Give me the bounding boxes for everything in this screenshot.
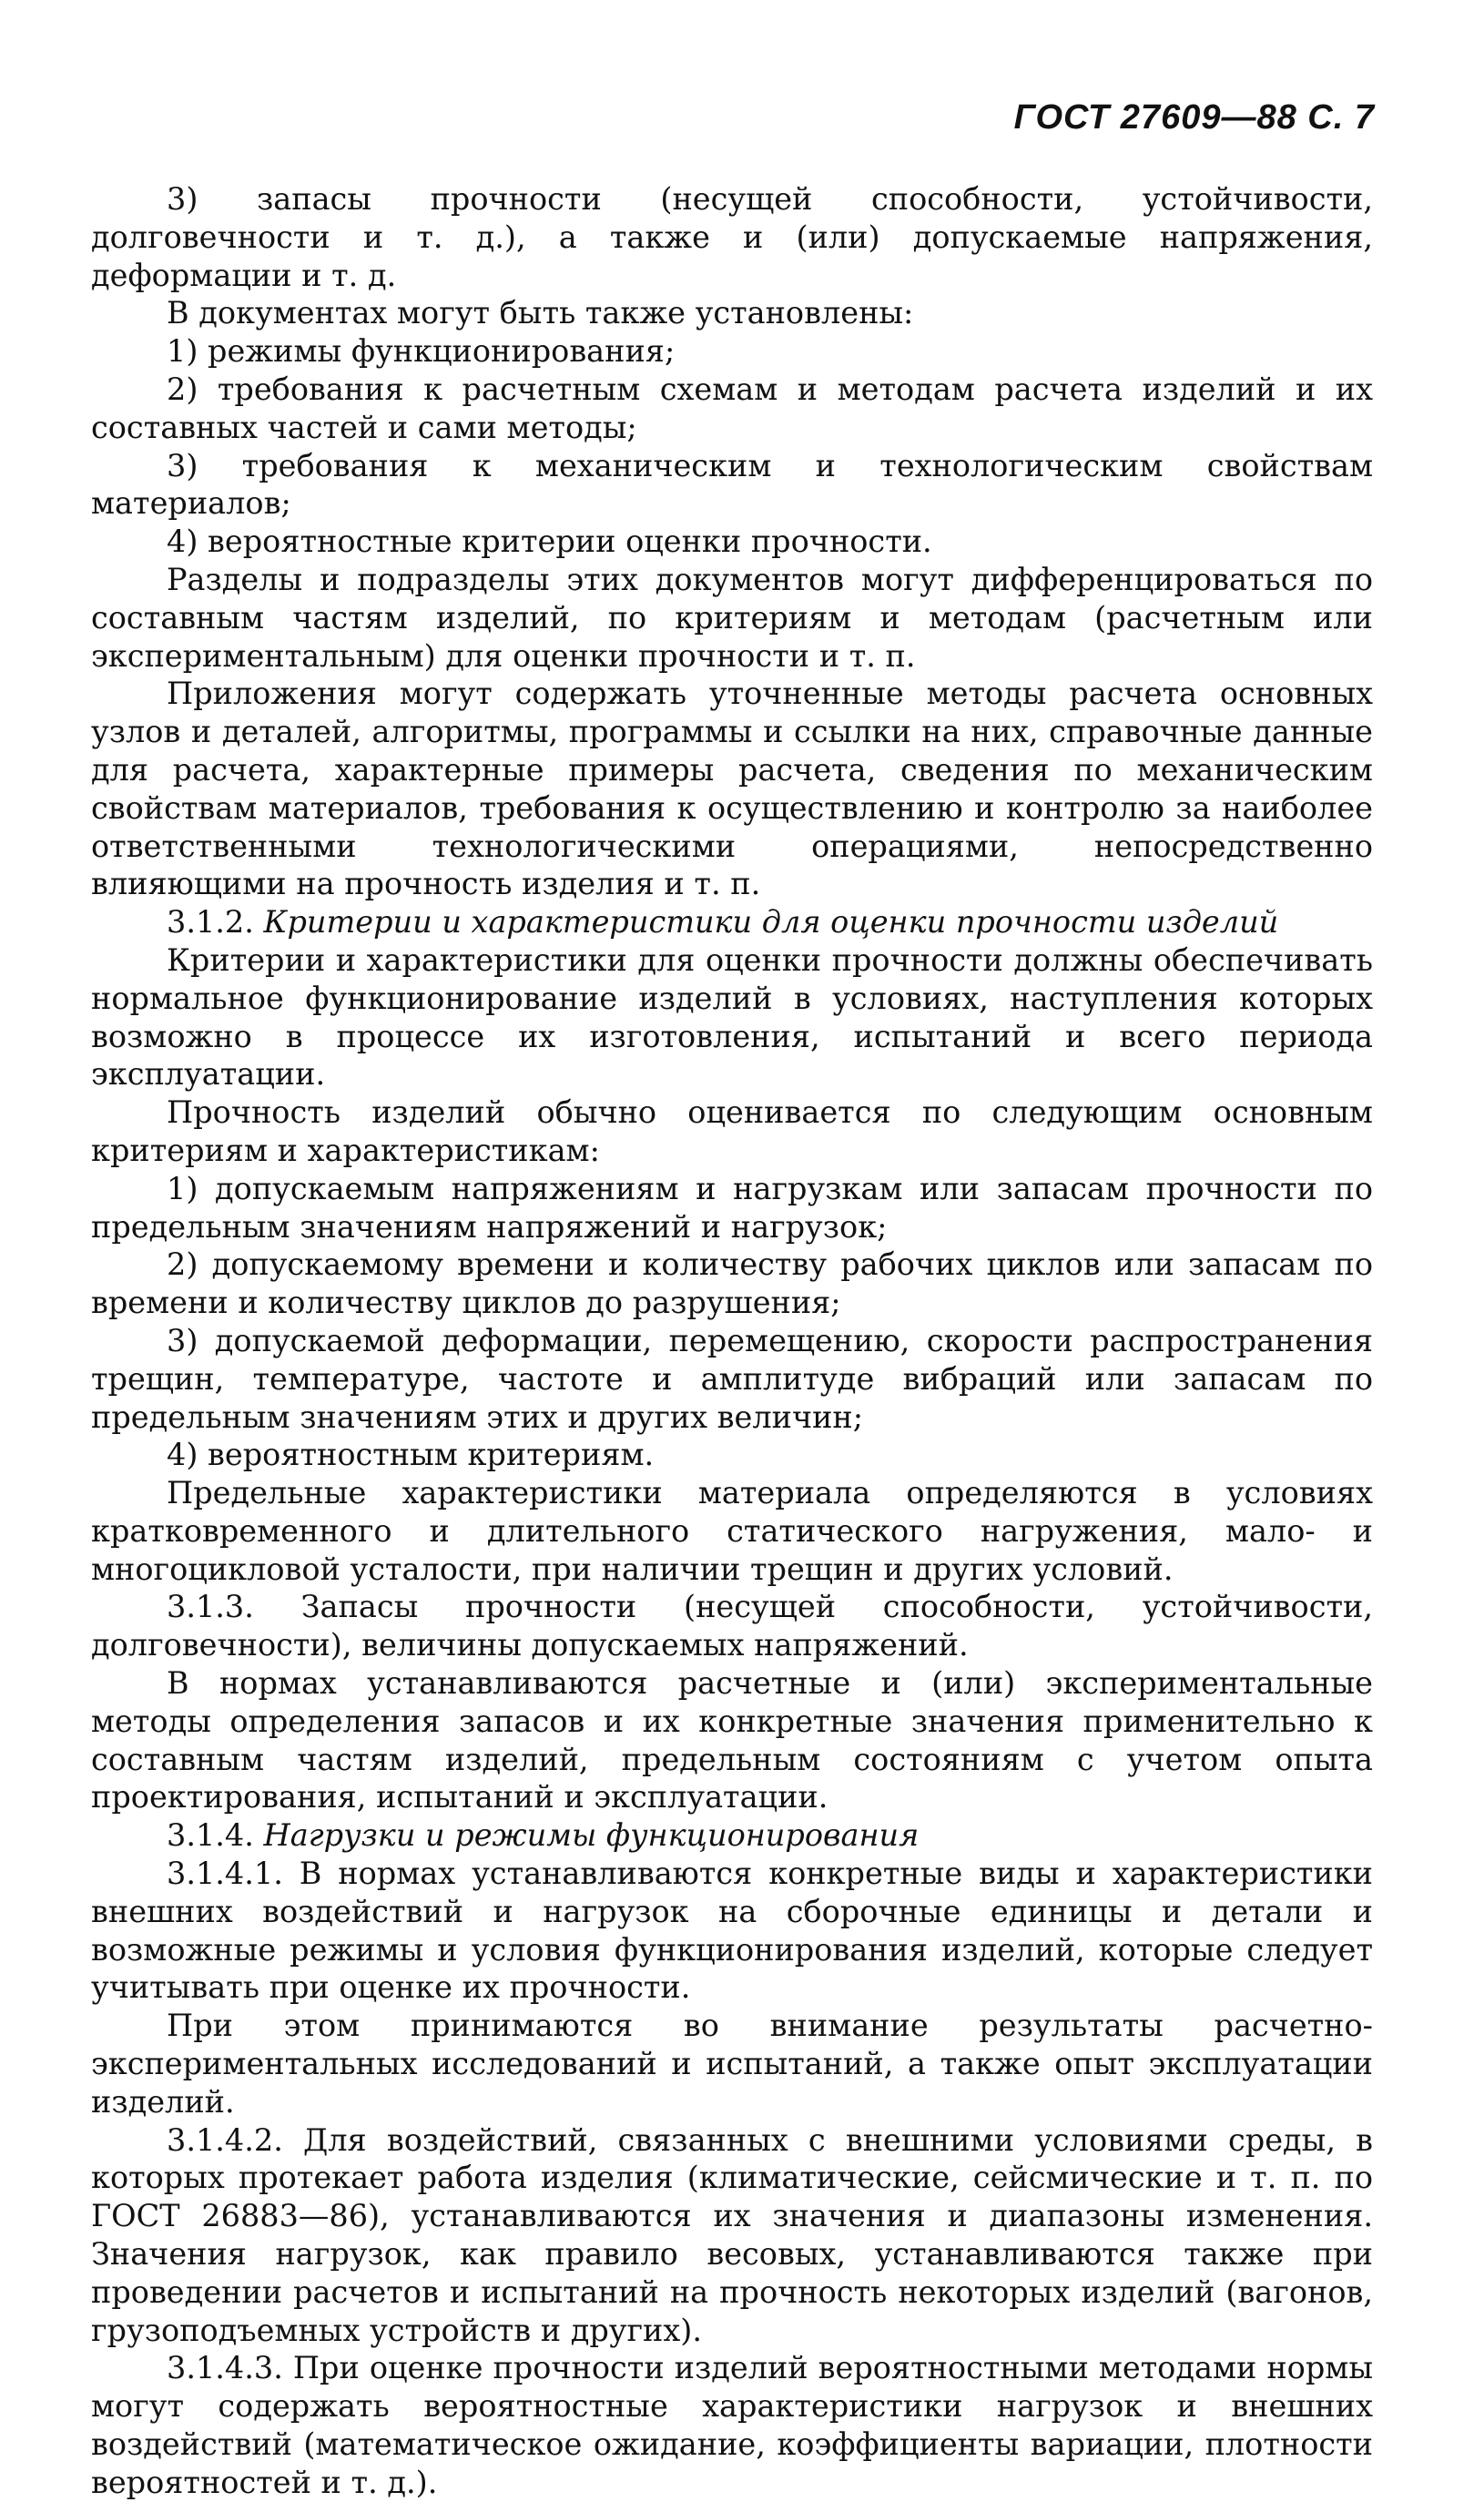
document-body <box>91 180 1373 2502</box>
paragraph: Приложения могут содержать уточненные методы расчета основных узлов и деталей, алгоритмы, программы и ссылки на них, справочные данные для расчета, характерные примеры расчета, сведения по механическим свойствам материалов, требования к осуществлению и контролю за наиболее ответственными технологическими операциями, непосредственно влияющими на прочность изделия и т. п. <box>91 676 1373 902</box>
list-item: 4) вероятностные критерии оценки прочности. <box>167 524 932 560</box>
section-title: Критерии и характеристики для оценки прочности изделий <box>263 904 1279 941</box>
list-item: 3) допускаемой деформации, перемещению, скорости распространения трещин, температуре, частоте и амплитуде вибраций или запасам по предельным значениям этих и других величин; <box>91 1322 1373 1435</box>
list-item: 1) допускаемым напряжениям и нагрузкам или запасам прочности по предельным значениям напряжений и нагрузок; <box>91 1170 1373 1245</box>
section-heading-3-1-3: 3.1.3. Запасы прочности (несущей способности, устойчивости, долговечности), величины допускаемых напряжений. <box>91 1589 1373 1663</box>
paragraph: В нормах устанавливаются расчетные и (или) экспериментальные методы определения запасов и их конкретные значения применительно к составным частям изделий, предельным состояниям с учетом опыта проектирования, испытаний и эксплуатации. <box>91 1665 1373 1815</box>
list-item: 3) требования к механическим и технологическим свойствам материалов; <box>91 447 1373 522</box>
paragraph: 3) запасы прочности (несущей способности, устойчивости, долговечности и т. д.), а также и (или) допускаемые напряжения, деформации и т. д. <box>91 181 1373 293</box>
section-number: 3.1.2. <box>167 904 254 941</box>
section-title: Нагрузки и режимы функционирования <box>263 1817 920 1854</box>
paragraph: Предельные характеристики материала определяются в условиях кратковременного и длительного статического нагружения, мало- и многоцикловой усталости, при наличии трещин и других условий. <box>91 1475 1373 1587</box>
paragraph: 3.1.4.1. В нормах устанавливаются конкретные виды и характеристики внешних воздействий и нагрузок на сборочные единицы и детали и возможные режимы и условия функционирования изделий, которые следует учитывать при оценке их прочности. <box>91 1856 1373 2006</box>
paragraph: При этом принимаются во внимание результаты расчетно-экспериментальных исследований и испытаний, а также опыт эксплуатации изделий. <box>91 2008 1373 2120</box>
paragraph: 3.1.4.2. Для воздействий, связанных с внешними условиями среды, в которых протекает работа изделия (климатические, сейсмические и т. п. по ГОСТ 26883—86), устанавливаются их значения и диапазоны изменения. Значения нагрузок, как правило весовых, устанавливаются также при проведении расчетов и испытаний на прочность некоторых изделий (вагонов, грузоподъемных устройств и других). <box>91 2121 1373 2348</box>
page-header: ГОСТ 27609—88 С. 7 <box>1013 98 1375 137</box>
paragraph: Критерии и характеристики для оценки прочности должны обеспечивать нормальное функционирование изделий в условиях, наступления которых возможно в процессе их изготовления, испытаний и всего периода эксплуатации. <box>91 941 1373 1093</box>
paragraph: В документах могут быть также установлены: <box>167 295 914 331</box>
section-number: 3.1.4. <box>167 1817 254 1854</box>
list-item: 1) режимы функционирования; <box>167 333 676 370</box>
paragraph: Разделы и подразделы этих документов могут дифференцироваться по составным частям изделий, по критериям и методам (расчетным или экспериментальным) для оценки прочности и т. п. <box>91 561 1373 674</box>
paragraph: 3.1.4.3. При оценке прочности изделий вероятностными методами нормы могут содержать вероятностные характеристики нагрузок и внешних воздействий (математическое ожидание, коэффициенты вариации, плотности вероятностей и т. д.). <box>91 2350 1373 2500</box>
list-item: 2) требования к расчетным схемам и методам расчета изделий и их составных частей и сами методы; <box>91 371 1373 445</box>
section-heading-3-1-4 <box>91 1816 1373 1855</box>
list-item: 4) вероятностным критериям. <box>167 1437 655 1473</box>
paragraph: Прочность изделий обычно оценивается по следующим основным критериям и характеристикам: <box>91 1094 1373 1168</box>
section-heading-3-1-2 <box>91 903 1373 941</box>
list-item: 2) допускаемому времени и количеству рабочих циклов или запасам по времени и количеству циклов до разрушения; <box>91 1246 1373 1321</box>
